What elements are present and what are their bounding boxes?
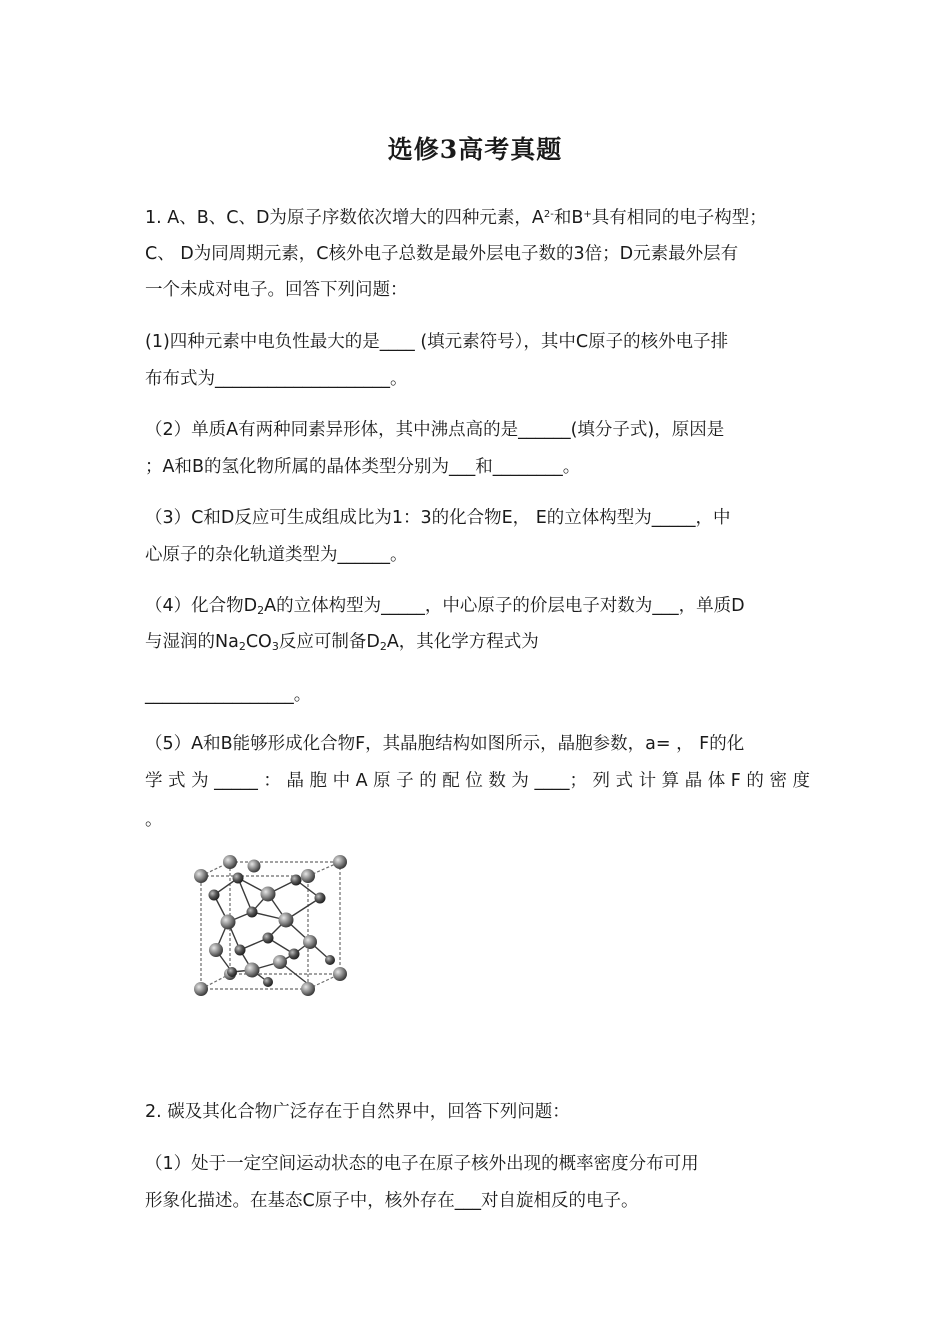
subscript: 2	[238, 640, 246, 653]
q1-part4-line-3: _________________。	[145, 685, 312, 705]
q1-part5-line-2: 学式为_____：晶胞中A原子的配位数为____；列式计算晶体F的密度	[145, 771, 810, 791]
q1-text: A，其化学方程式为	[386, 632, 539, 652]
q1-line-3: 一个未成对电子。回答下列问题：	[145, 280, 408, 300]
subscript: 2	[257, 604, 265, 617]
q1-text: 反应可制备D	[278, 632, 380, 652]
charge-superscript: +	[583, 209, 592, 220]
document-title: 选修3高考真题	[387, 135, 563, 164]
crystal-cell-figure	[182, 850, 357, 1000]
q2-part1-line-1: （1）处于一定空间运动状态的电子在原子核外出现的概率密度分布可用	[145, 1154, 699, 1174]
q1-part3-line-2: 心原子的杂化轨道类型为______。	[145, 545, 408, 565]
q1-text: （4）化合物D	[145, 596, 258, 616]
q1-part2-line-1: （2）单质A有两种同素异形体，其中沸点高的是______(填分子式)，原因是	[145, 420, 725, 440]
q1-part2-line-2: ；A和B的氢化物所属的晶体类型分别为___和________。	[145, 457, 581, 477]
q1-text: 与湿润的Na	[145, 632, 239, 652]
charge-superscript: 2-	[543, 209, 554, 220]
q1-part5-line-3: 。	[145, 810, 163, 830]
subscript: 2	[379, 640, 387, 653]
q1-text: 1. A、B、C、D为原子序数依次增大的四种元素，A	[145, 208, 544, 228]
q1-part5-line-1: （5）A和B能够形成化合物F，其晶胞结构如图所示，晶胞参数，a= ， F的化	[145, 734, 745, 754]
q1-text: 具有相同的电子构型；	[591, 208, 767, 228]
q1-part4-line-2	[145, 630, 810, 654]
subscript: 3	[271, 640, 279, 653]
q1-part4-line-1	[145, 594, 810, 618]
q1-line-2: C、 D为同周期元素，C核外电子总数是最外层电子数的3倍；D元素最外层有	[145, 244, 739, 264]
q1-part1-line-1: (1)四种元素中电负性最大的是____ (填元素符号），其中C原子的核外电子排	[145, 332, 729, 352]
q2-part1-line-2: 形象化描述。在基态C原子中，核外存在___对自旋相反的电子。	[145, 1191, 639, 1211]
q1-text: 和B	[553, 208, 584, 228]
q1-part3-line-1: （3）C和D反应可生成组成比为1：3的化合物E， E的立体构型为_____，中	[145, 508, 731, 528]
q1-line-1	[145, 206, 810, 230]
q1-part1-line-2: 布布式为____________________。	[145, 369, 408, 389]
q1-text: A的立体构型为_____，中心原子的价层电子对数为___，单质D	[264, 596, 745, 616]
q1-text: CO	[245, 632, 272, 652]
q2-line-1: 2. 碳及其化合物广泛存在于自然界中，回答下列问题：	[145, 1102, 570, 1122]
